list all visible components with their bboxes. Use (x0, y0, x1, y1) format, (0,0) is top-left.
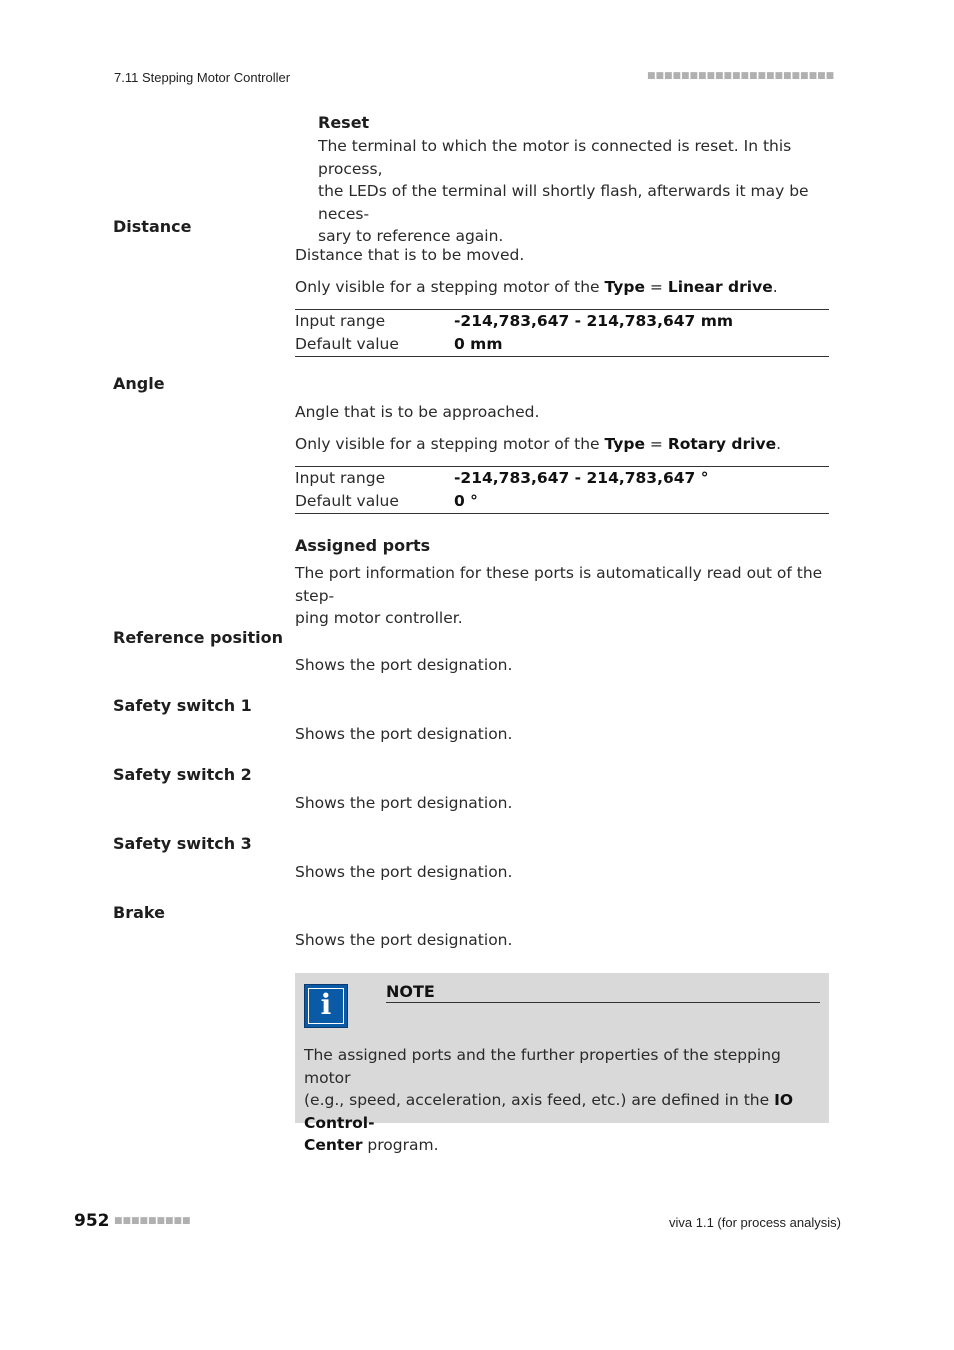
safety-switch-2-term: Safety switch 2 (113, 765, 252, 784)
table-value: -214,783,647 - 214,783,647 mm (454, 312, 734, 330)
header-decoration: ■■■■■■■■■■■■■■■■■■■■■■ (647, 71, 835, 81)
angle-term: Angle (113, 374, 165, 393)
table-row (295, 490, 829, 513)
visibility-value: Rotary drive (667, 435, 777, 453)
assigned-ports-text-line-1: The port information for these ports is automatically read out of the step- (295, 564, 823, 605)
table-value: 0 ° (454, 492, 478, 510)
reset-text-line-1: The terminal to which the motor is connected is reset. In this process, (318, 137, 792, 178)
brake-term: Brake (113, 903, 165, 922)
distance-visibility-note (295, 276, 778, 299)
reset-text-line-2: the LEDs of the terminal will shortly flash, afterwards it may be neces- (318, 182, 809, 223)
table-row (295, 467, 829, 490)
visibility-prefix: Only visible for a stepping motor of the (295, 435, 605, 453)
reset-text-line-3: sary to reference again. (318, 227, 504, 245)
visibility-eq: = (644, 278, 668, 296)
visibility-prefix: Only visible for a stepping motor of the (295, 278, 605, 296)
page-number: 952 (74, 1211, 110, 1231)
reset-title: Reset (318, 113, 370, 132)
angle-visibility-note (295, 433, 781, 456)
visibility-key: Type (604, 278, 645, 296)
note-line-1: The assigned ports and the further properties of the stepping motor (304, 1046, 781, 1087)
visibility-suffix: . (776, 435, 782, 453)
assigned-ports-text-line-2: ping motor controller. (295, 609, 463, 627)
footer-decoration: ■■■■■■■■■ (114, 1216, 191, 1226)
angle-parameter-table (295, 466, 829, 514)
note-program-name-part-1: IO Control- (304, 1091, 794, 1132)
brake-description: Shows the port designation. (295, 931, 513, 949)
safety-switch-2-description: Shows the port designation. (295, 794, 513, 812)
assigned-ports-title: Assigned ports (295, 536, 431, 555)
reset-text (318, 135, 823, 248)
info-icon (304, 984, 348, 1028)
note-line-2 (304, 1089, 822, 1134)
note-title: NOTE (386, 982, 820, 1003)
info-icon-glyph: i (320, 988, 332, 1021)
safety-switch-3-term: Safety switch 3 (113, 834, 252, 853)
assigned-ports-text (295, 562, 825, 630)
table-row (295, 310, 829, 333)
running-header-section: 7.11 Stepping Motor Controller (114, 70, 291, 85)
visibility-key: Type (604, 435, 645, 453)
footer-product: viva 1.1 (for process analysis) (669, 1215, 841, 1230)
angle-description: Angle that is to be approached. (295, 403, 540, 421)
table-value: -214,783,647 - 214,783,647 ° (454, 469, 709, 487)
visibility-suffix: . (772, 278, 778, 296)
table-label: Input range (295, 469, 386, 487)
safety-switch-1-term: Safety switch 1 (113, 696, 252, 715)
note-box (295, 973, 829, 1154)
table-row (295, 333, 829, 356)
visibility-eq: = (644, 435, 668, 453)
table-label: Default value (295, 492, 399, 510)
note-line-2-text: (e.g., speed, acceleration, axis feed, etc.) are defined in the (304, 1091, 775, 1109)
reference-position-description: Shows the port designation. (295, 656, 513, 674)
note-body (304, 1044, 822, 1157)
visibility-value: Linear drive (667, 278, 773, 296)
table-value: 0 mm (454, 335, 503, 353)
safety-switch-1-description: Shows the port designation. (295, 725, 513, 743)
note-line-3 (304, 1134, 822, 1157)
table-label: Input range (295, 312, 386, 330)
table-label: Default value (295, 335, 399, 353)
distance-description: Distance that is to be moved. (295, 246, 525, 264)
reference-position-term: Reference position (113, 628, 283, 647)
distance-term: Distance (113, 217, 192, 236)
note-line-3-text: program. (362, 1136, 439, 1154)
note-program-name-part-2: Center (304, 1136, 363, 1154)
distance-parameter-table (295, 309, 829, 357)
safety-switch-3-description: Shows the port designation. (295, 863, 513, 881)
